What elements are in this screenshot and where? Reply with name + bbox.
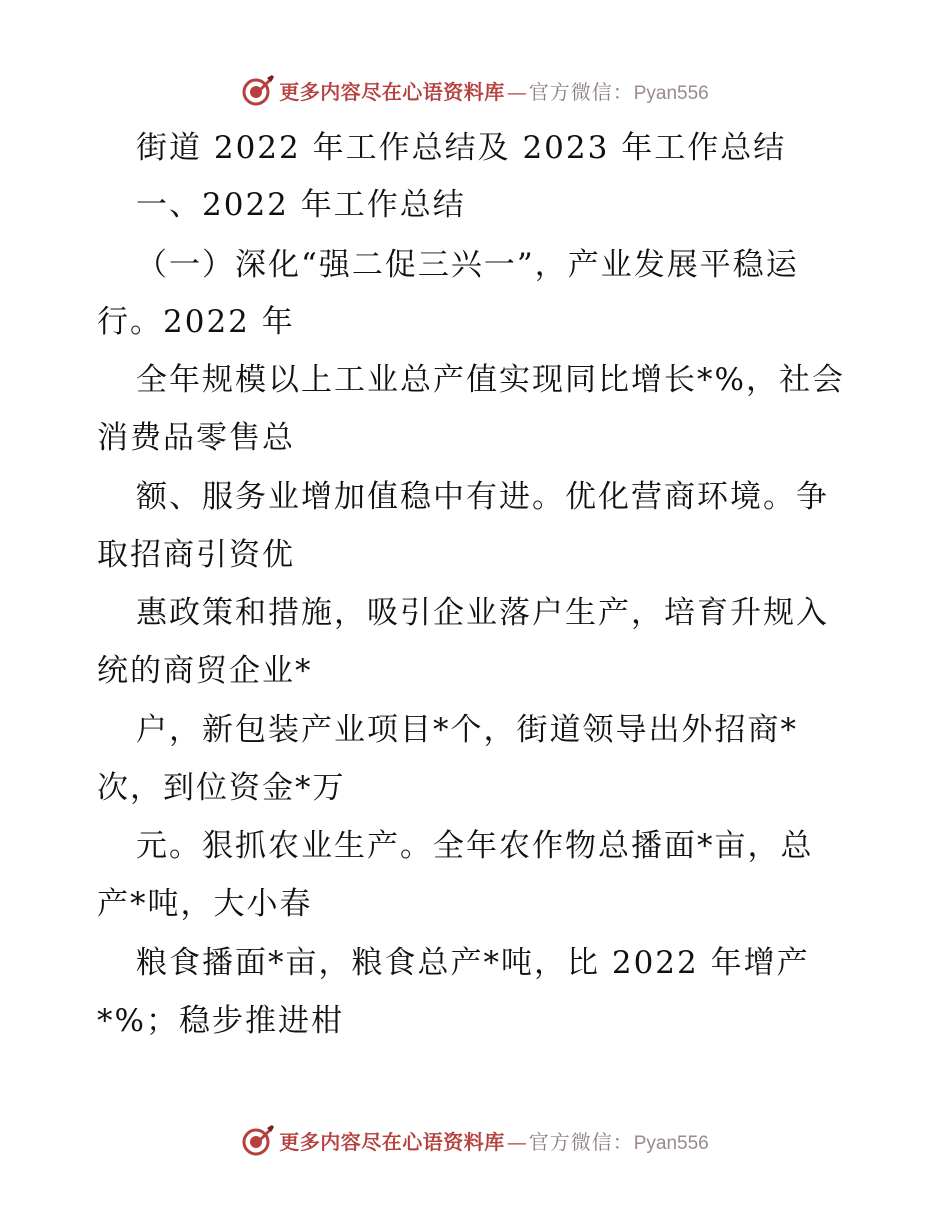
watermark-banner-top [0,70,950,110]
paragraph-line: 行。2022 年 [97,304,295,340]
paragraph-line: 惠政策和措施，吸引企业落户生产，培育升规入 [136,595,829,631]
watermark-official-label: 官方微信： [528,1129,634,1154]
watermark-site-text: 更多内容尽在心语资料库 [279,79,505,104]
paragraph-line: *%；稳步推进柑 [97,1003,344,1039]
paragraph-line: 次，到位资金*万 [97,770,346,806]
watermark-official-label: 官方微信： [528,79,634,104]
paragraph-line: 消费品零售总 [97,420,295,456]
paragraph-line: 全年规模以上工业总产值实现同比增长*%，社会 [136,362,845,398]
paragraph-line: 取招商引资优 [97,537,295,573]
watermark-dash: — [506,1129,527,1154]
paragraph-line: 统的商贸企业* [97,653,313,689]
document-title: 街道 2022 年工作总结及 2023 年工作总结 [136,130,787,166]
watermark-wechat-id: Pyan556 [633,82,709,104]
watermark-dash: — [506,79,527,104]
quill-seal-icon [241,73,275,107]
paragraph-line: （一）深化“强二促三兴一”，产业发展平稳运 [136,247,799,283]
section-heading: 一、2022 年工作总结 [136,187,466,223]
paragraph-line: 元。狠抓农业生产。全年农作物总播面*亩，总 [136,828,814,864]
watermark-wechat-id: Pyan556 [633,1132,709,1154]
watermark-banner-bottom [0,1120,950,1160]
paragraph-line: 产*吨，大小春 [97,886,313,922]
watermark-site-text: 更多内容尽在心语资料库 [279,1129,505,1154]
paragraph-line: 户，新包装产业项目*个，街道领导出外招商* [136,712,798,748]
quill-seal-icon [241,1123,275,1157]
paragraph-line: 额、服务业增加值稳中有进。优化营商环境。争 [136,479,829,515]
paragraph-line: 粮食播面*亩，粮食总产*吨，比 2022 年增产 [136,945,810,981]
